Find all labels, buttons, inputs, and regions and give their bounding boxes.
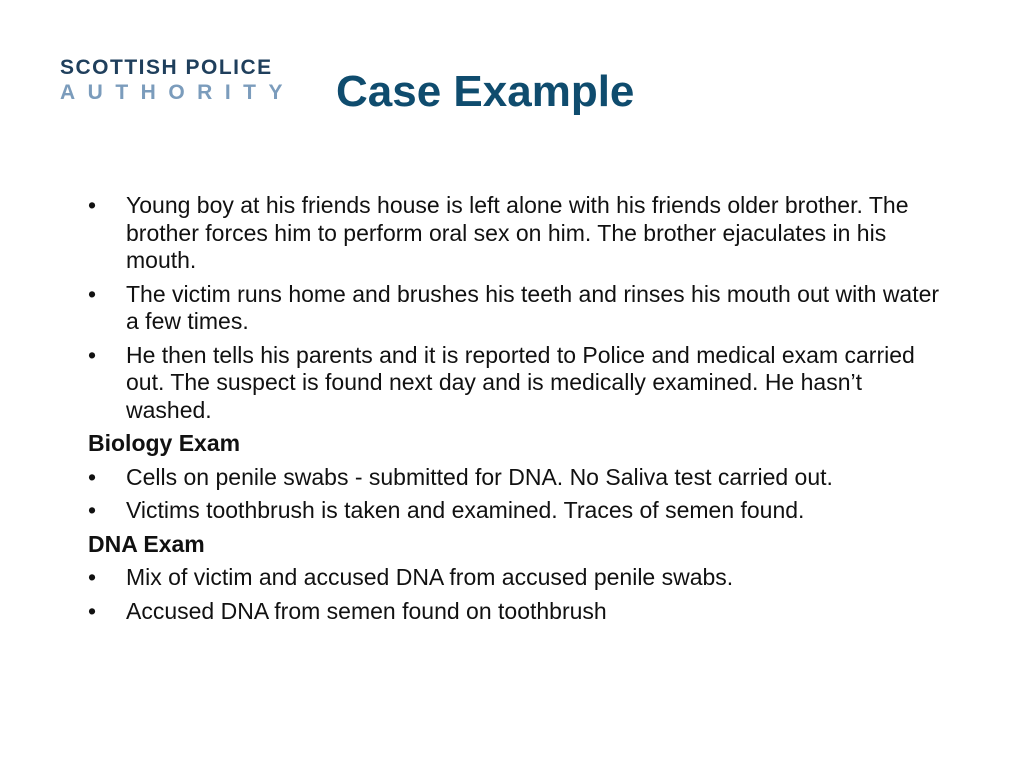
bullet-item: [88, 342, 948, 425]
bullet-dot: •: [88, 341, 97, 368]
bullet-text: Cells on penile swabs - submitted for DNA. No Saliva test carried out.: [126, 463, 833, 490]
dna-exam-heading: DNA Exam: [88, 530, 205, 557]
bullet-item: [88, 497, 948, 525]
bullet-dot: •: [88, 564, 97, 590]
bullet-text: Young boy at his friends house is left alone with his friends older brother. The brother forces him to perform oral sex on him. The brother ejaculates in his mouth.: [126, 192, 909, 273]
bullet-item: [88, 464, 948, 492]
bullet-dot: •: [88, 463, 97, 490]
bullet-text: Mix of victim and accused DNA from accused penile swabs.: [126, 564, 734, 590]
bullet-dot: •: [88, 192, 97, 218]
scottish-police-authority-logo: [60, 56, 300, 106]
bullet-text: The victim runs home and brushes his teeth and rinses his mouth out with water a few times.: [126, 280, 940, 334]
bullet-dot: •: [88, 597, 97, 624]
bullet-item: [88, 281, 948, 336]
biology-exam-heading: Biology Exam: [88, 430, 241, 456]
logo-line-1: SCOTTISH POLICE: [60, 56, 273, 79]
bullet-item: [88, 192, 948, 275]
bullet-dot: •: [88, 497, 97, 523]
slide-title: Case Example: [336, 67, 635, 116]
bullet-item: [88, 564, 948, 592]
logo-line-2: AUTHORITY: [60, 81, 295, 104]
bullet-text: Victims toothbrush is taken and examined. Traces of semen found.: [126, 497, 805, 523]
bullet-item: [88, 598, 948, 626]
slide-body: [88, 192, 948, 631]
bullet-text: Accused DNA from semen found on toothbrush: [126, 597, 607, 624]
bullet-text: He then tells his parents and it is reported to Police and medical exam carried out. The suspect is found next day and is medically examined. He hasn’t washed.: [126, 341, 915, 423]
bullet-dot: •: [88, 280, 97, 307]
